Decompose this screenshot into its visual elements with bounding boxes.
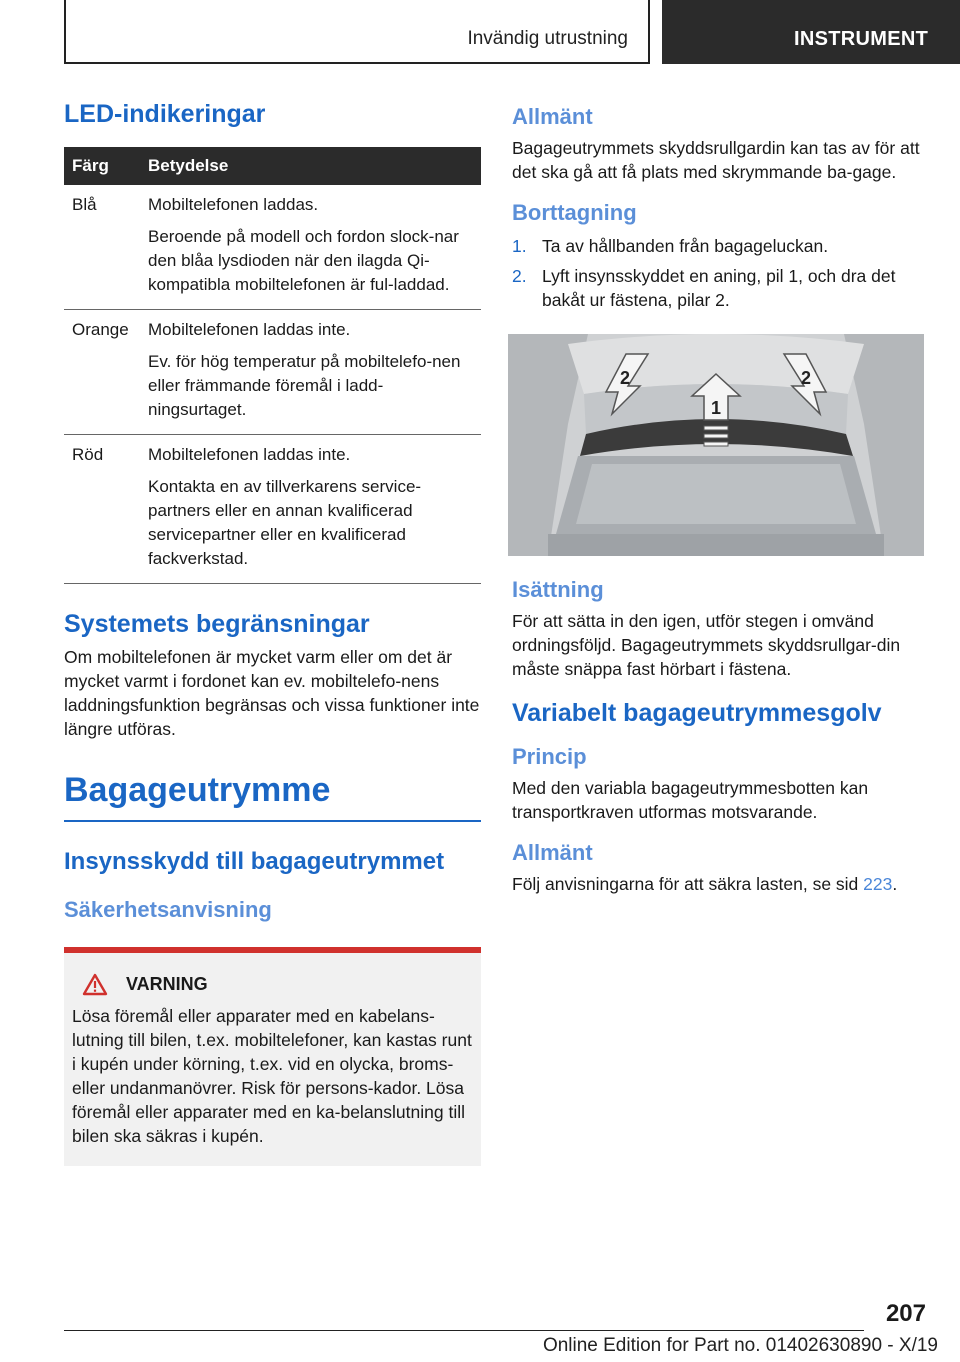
led-table <box>64 147 481 584</box>
cargo-cover-illustration <box>508 334 924 556</box>
warning-label: VARNING <box>126 974 208 994</box>
general-heading: Allmänt <box>512 104 593 129</box>
install-heading: Isättning <box>512 577 604 602</box>
general2-heading: Allmänt <box>512 840 593 865</box>
table-row <box>64 310 481 435</box>
table-header-meaning: Betydelse <box>140 147 481 185</box>
general2-end: . <box>892 874 898 894</box>
general2-text: Följ anvisningarna för att säkra lasten, se sid <box>512 874 859 894</box>
table-row <box>64 185 481 310</box>
table-cell-meaning <box>140 310 481 435</box>
meaning-line: Mobiltelefonen laddas inte. <box>148 445 351 464</box>
header-chapter-tab: INSTRUMENT <box>662 0 960 64</box>
safety-heading: Säkerhetsanvisning <box>64 897 272 922</box>
general-paragraph: Bagageutrymmets skyddsrullgardin kan tas av för att det ska gå att få plats med skrymmande ba-gage. <box>512 138 920 182</box>
table-cell-color: Orange <box>64 310 140 435</box>
meaning-line: Mobiltelefonen laddas inte. <box>148 320 351 339</box>
step-number: 2. <box>512 266 527 286</box>
table-header-color: Färg <box>64 147 140 185</box>
principle-heading: Princip <box>512 744 587 769</box>
figure-label: 2 <box>620 368 631 388</box>
table-cell-color: Röd <box>64 435 140 584</box>
chapter-heading: Bagageutrymme <box>64 771 481 822</box>
led-heading: LED-indikeringar <box>64 100 266 128</box>
right-column <box>512 100 928 896</box>
meaning-line: Ev. för hög temperatur på mobiltelefo-nen eller främmande föremål i ladd-ningsurtaget. <box>148 352 461 419</box>
meaning-line: Mobiltelefonen laddas. <box>148 195 319 214</box>
limits-paragraph: Om mobiltelefonen är mycket varm eller om det är mycket varmt i fordonet kan ev. mobiltelefo-nens laddningsfunktion begränsas och vissa funktioner inte längre utföras. <box>64 647 480 739</box>
header-section-title: Invändig utrustning <box>467 28 628 49</box>
step-text: Lyft insynsskyddet en aning, pil 1, och dra det bakåt ur fästena, pilar 2. <box>542 266 896 310</box>
warning-box <box>64 947 481 1166</box>
table-header-row <box>64 147 481 185</box>
warning-text: Lösa föremål eller apparater med en kabelans-lutning till bilen, t.ex. mobiltelefoner, kan kastas runt i kupén under körning, t.ex. vid en olycka, broms- eller undanmanövrer. Risk för persons-kador. Lösa föremål eller apparater med en ka-belanslutning till bilen ska säkras i kupén. <box>72 1006 472 1146</box>
removal-steps <box>512 234 928 312</box>
table-cell-meaning <box>140 185 481 310</box>
left-column <box>64 100 481 1166</box>
step-number: 1. <box>512 236 527 256</box>
page-number: 207 <box>885 1300 926 1327</box>
limits-heading: Systemets begränsningar <box>64 610 370 638</box>
general2-paragraph <box>512 872 928 896</box>
running-header <box>64 0 650 64</box>
section-heading: Insynsskydd till bagageutrymmet <box>64 848 445 875</box>
meaning-line: Beroende på modell och fordon slock-nar den blåa lysdioden när den ilagda Qi-kompatibla mobiltelefonen är ful-laddad. <box>148 227 459 294</box>
table-cell-meaning <box>140 435 481 584</box>
removal-heading: Borttagning <box>512 200 637 225</box>
page-link[interactable]: 223 <box>863 874 893 894</box>
footer-edition: Online Edition for Part no. 01402630890 - X/19 <box>542 1335 938 1356</box>
warning-title <box>72 973 473 996</box>
table-cell-color: Blå <box>64 185 140 310</box>
warning-triangle-icon <box>82 973 108 996</box>
step-text: Ta av hållbanden från bagageluckan. <box>542 236 829 256</box>
figure-label: 1 <box>711 398 722 418</box>
principle-paragraph: Med den variabla bagageutrymmesbotten kan transportkraven utformas motsvarande. <box>512 778 869 822</box>
list-item <box>512 264 928 312</box>
table-row <box>64 435 481 584</box>
figure-label: 2 <box>801 368 812 388</box>
install-paragraph: För att sätta in den igen, utför stegen i omvänd ordningsföljd. Bagageutrymmets skyddsrullgar-din måste snäppa fast hörbart i fästena. <box>512 611 901 679</box>
floor-heading: Variabelt bagageutrymmesgolv <box>512 699 882 727</box>
list-item <box>512 234 928 258</box>
footer-divider <box>64 1330 864 1331</box>
meaning-line: Kontakta en av tillverkarens service-partners eller en annan kvalificerad servicepartner eller en kvalificerad fackverkstad. <box>148 477 422 568</box>
